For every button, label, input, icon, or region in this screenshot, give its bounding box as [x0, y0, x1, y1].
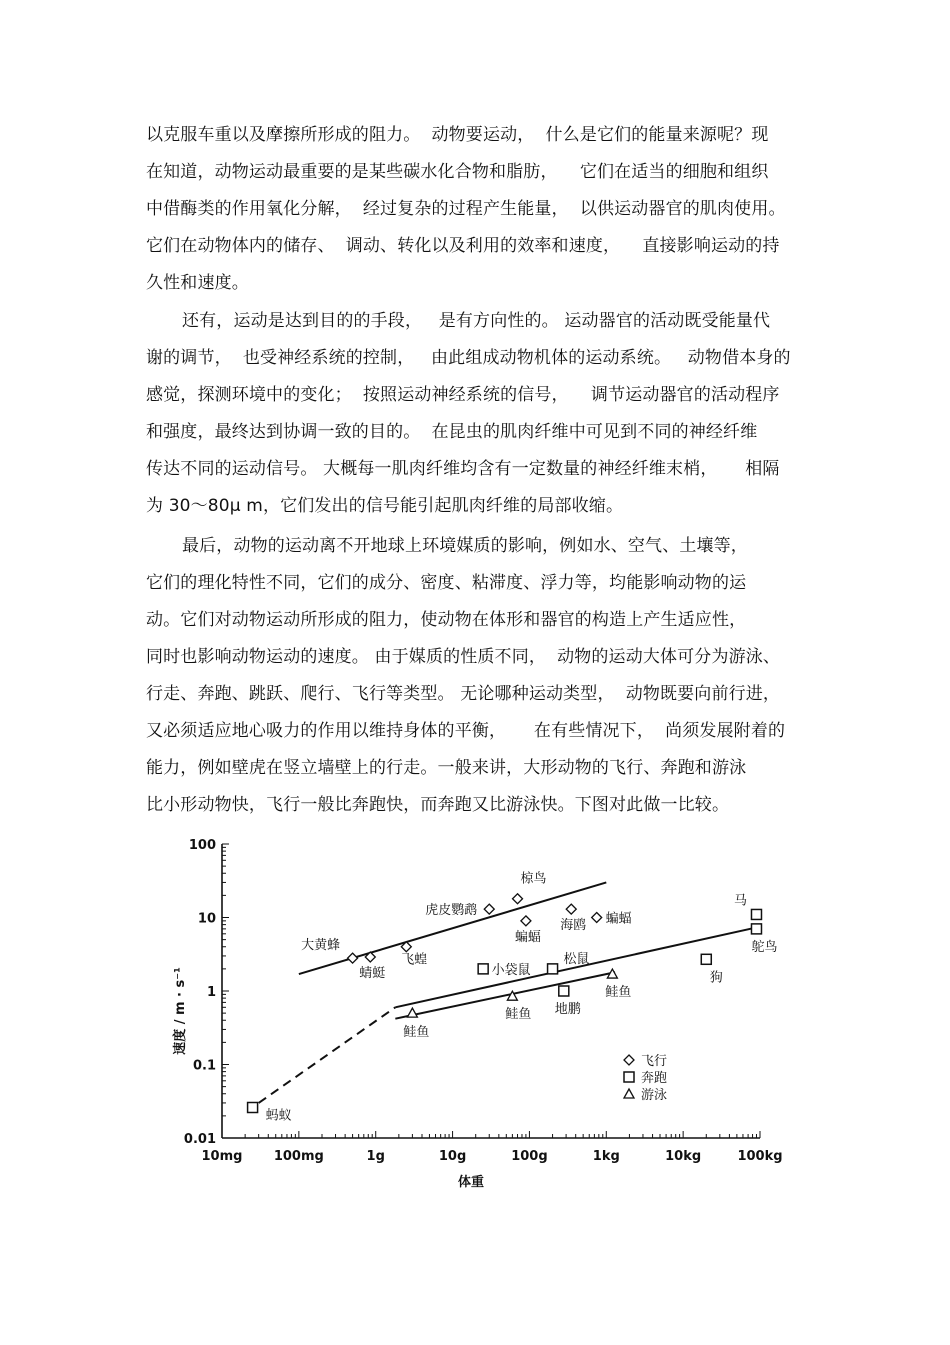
square-marker — [751, 924, 761, 934]
square-marker — [751, 909, 761, 919]
x-tick-label: 1kg — [592, 1149, 620, 1164]
text-line: 为 30～80μ m，它们发出的信号能引起肌肉纤维的局部收缩。 — [146, 496, 624, 516]
point-label: 大黄蜂 — [301, 938, 341, 954]
point-label: 鲑鱼 — [403, 1025, 430, 1041]
square-marker — [701, 954, 711, 964]
text-line: 和强度，最终达到协调一致的目的。 在昆虫的肌肉纤维中可见到不同的神经纤维 — [146, 422, 758, 442]
y-tick-label: 0.01 — [183, 1132, 216, 1147]
text-line: 同时也影响动物运动的速度。 由于媒质的性质不同， 动物的运动大体可分为游泳、 — [146, 647, 781, 667]
x-axis-title: 体重 — [457, 1175, 485, 1190]
point-label: 海鸥 — [560, 918, 587, 934]
trend-line — [259, 1007, 396, 1103]
point-label: 蚂蚁 — [265, 1108, 292, 1124]
y-tick-label: 0.1 — [192, 1058, 216, 1074]
text-line: 它们在动物体内的储存、 调动、转化以及利用的效率和速度， 直接影响运动的持 — [146, 236, 780, 256]
y-tick-label: 10 — [197, 911, 216, 927]
point-label: 虎皮鹦鹉 — [425, 903, 478, 919]
legend-label: 飞行 — [641, 1054, 668, 1069]
x-tick-label: 100kg — [737, 1149, 783, 1164]
diamond-marker — [484, 904, 494, 914]
y-tick-label: 100 — [188, 838, 216, 853]
point-label: 鲑鱼 — [605, 985, 632, 1001]
text-line: 又必须适应地心吸力的作用以维持身体的平衡， 在有些情况下， 尚须发展附着的 — [146, 721, 786, 741]
diamond-marker — [348, 953, 358, 963]
point-label: 椋鸟 — [520, 871, 547, 887]
point-label: 地鹏 — [554, 1002, 581, 1017]
x-tick-label: 10mg — [201, 1149, 243, 1164]
text-line: 谢的调节， 也受神经系统的控制， 由此组成动物机体的运动系统。 动物借本身的 — [146, 348, 791, 368]
text-line: 动。它们对动物运动所形成的阻力，使动物在体形和器官的构造上产生适应性， — [146, 610, 747, 630]
triangle-marker — [407, 1008, 417, 1017]
text-line: 感觉，探测环境中的变化； 按照运动神经系统的信号， 调节运动器官的活动程序 — [146, 385, 780, 405]
text-line: 比小形动物快，飞行一般比奔跑快，而奔跑又比游泳快。下图对此做一比较。 — [146, 795, 730, 815]
legend-label: 奔跑 — [641, 1071, 668, 1086]
point-label: 鸵鸟 — [751, 939, 778, 955]
point-label: 蝙蝠 — [514, 929, 541, 945]
text-line: 中借酶类的作用氧化分解， 经过复杂的过程产生能量， 以供运动器官的肌肉使用。 — [146, 199, 786, 219]
paragraph-nervous-control — [146, 303, 810, 525]
legend-triangle-marker — [624, 1089, 634, 1098]
square-marker — [248, 1102, 258, 1112]
diamond-marker — [521, 916, 531, 926]
y-axis-title: 速度 / m · s⁻¹ — [173, 967, 188, 1055]
square-marker — [478, 964, 488, 974]
text-line: 最后，动物的运动离不开地球上环境媒质的影响，例如水、空气、土壤等， — [182, 536, 748, 556]
diamond-marker — [513, 894, 523, 904]
legend-diamond-marker — [624, 1055, 634, 1065]
point-label: 蜻蜓 — [359, 966, 386, 982]
point-label: 蝙蝠 — [605, 911, 632, 927]
x-tick-label: 10kg — [665, 1149, 702, 1164]
chart-svg — [162, 832, 802, 1197]
paragraph-environment — [146, 528, 810, 824]
text-line: 还有，运动是达到目的的手段， 是有方向性的。 运动器官的活动既受能量代 — [182, 311, 771, 331]
speed-vs-weight-chart — [162, 832, 802, 1197]
square-marker — [548, 964, 558, 974]
diamond-marker — [592, 913, 602, 923]
text-line: 能力，例如壁虎在竖立墙壁上的行走。一般来讲，大形动物的飞行、奔跑和游泳 — [146, 758, 747, 778]
point-label: 松鼠 — [563, 951, 590, 967]
x-tick-label: 10g — [438, 1149, 467, 1164]
text-line: 以克服车重以及摩擦所形成的阻力。 动物要运动， 什么是它们的能量来源呢？现 — [146, 125, 769, 145]
legend-label: 游泳 — [641, 1088, 668, 1103]
y-tick-label: 1 — [206, 985, 216, 1000]
x-tick-label: 100g — [511, 1149, 548, 1164]
text-line: 在知道，动物运动最重要的是某些碳水化合物和脂肪， 它们在适当的细胞和组织 — [146, 162, 769, 182]
paragraph-energy — [146, 117, 810, 302]
point-label: 小袋鼠 — [491, 962, 531, 978]
x-tick-label: 1g — [366, 1149, 385, 1164]
text-line: 它们的理化特性不同，它们的成分、密度、粘滞度、浮力等，均能影响动物的运 — [146, 573, 747, 593]
text-line: 久性和速度。 — [146, 273, 249, 293]
point-label: 飞蝗 — [401, 952, 428, 968]
text-line: 传达不同的运动信号。 大概每一肌肉纤维均含有一定数量的神经纤维末梢， 相隔 — [146, 459, 780, 479]
text-line: 行走、奔跑、跳跃、爬行、飞行等类型。 无论哪种运动类型， 动物既要向前行进， — [146, 684, 781, 704]
point-label: 狗 — [709, 970, 723, 986]
diamond-marker — [566, 904, 576, 914]
point-label: 马 — [733, 893, 747, 909]
x-tick-label: 100mg — [273, 1149, 324, 1164]
trend-line — [395, 927, 760, 1008]
point-label: 鲑鱼 — [505, 1007, 532, 1023]
legend-square-marker — [624, 1072, 634, 1082]
square-marker — [559, 986, 569, 996]
